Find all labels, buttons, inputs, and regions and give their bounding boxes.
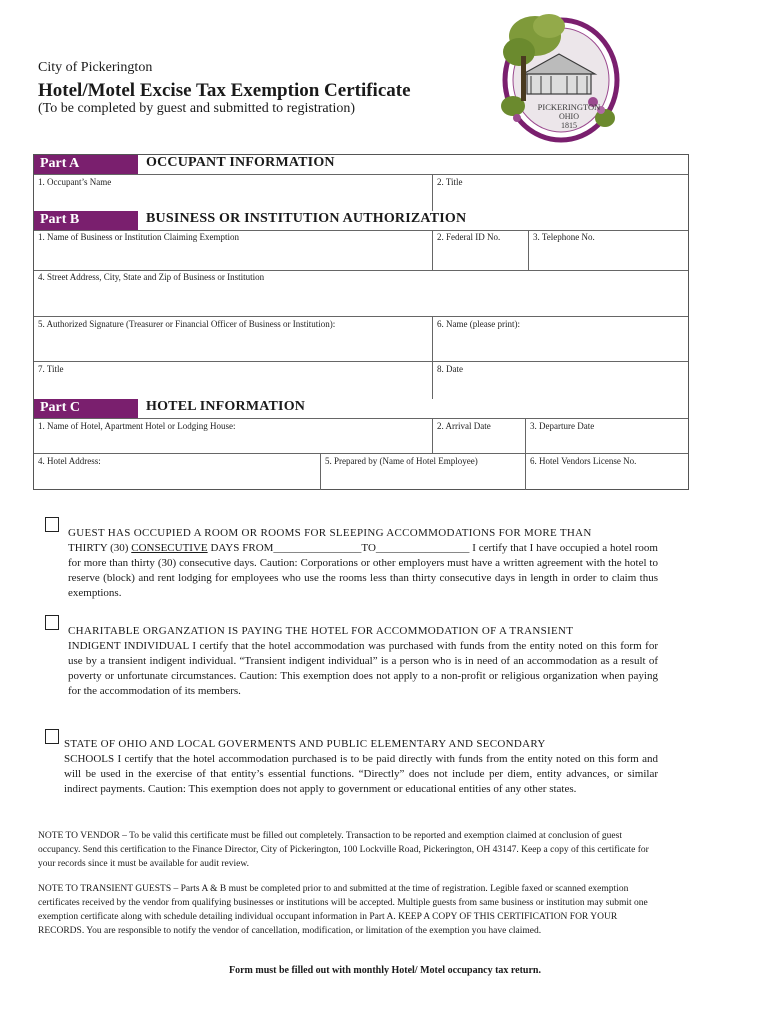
option-1-heading: GUEST HAS OCCUPIED A ROOM OR ROOMS FOR SLEEPING ACCOMMODATIONS FOR MORE THAN	[68, 527, 592, 539]
federal-id-field[interactable]: 2. Federal ID No.	[437, 232, 501, 242]
street-address-field[interactable]: 4. Street Address, City, State and Zip of Business or Institution	[38, 272, 265, 282]
footer-instruction: Form must be filled out with monthly Hotel/ Motel occupancy tax return.	[228, 965, 541, 976]
authorized-signature-field[interactable]: 5. Authorized Signature (Treasurer or Financial Officer of Business or Institution):	[38, 319, 336, 329]
business-name-field[interactable]: 1. Name of Business or Institution Claiming Exemption	[38, 232, 239, 242]
prepared-by-field[interactable]: 5. Prepared by (Name of Hotel Employee)	[325, 456, 478, 466]
occupant-title-field[interactable]: 2. Title	[437, 177, 463, 187]
option-state-govt	[64, 737, 658, 797]
page-subtitle: (To be completed by guest and submitted to registration)	[38, 101, 356, 116]
part-c-label: Part C	[34, 399, 138, 418]
option-1-consecutive: CONSECUTIVE	[131, 542, 208, 554]
print-name-field[interactable]: 6. Name (please print):	[437, 319, 520, 329]
part-c-title: HOTEL INFORMATION	[146, 399, 306, 414]
hotel-name-field[interactable]: 1. Name of Hotel, Apartment Hotel or Lodging House:	[38, 421, 236, 431]
note-to-vendor: NOTE TO VENDOR – To be valid this certificate must be filled out completely. Transaction to be reported and exemption claimed at conclusion of guest occupancy. Send this certification to the Finance Director, City of Pickerington, 100 Lockville Road, Pickerington, OH 43147. Keep a copy of this certificate for your records since it must be available for audit review.	[38, 831, 649, 869]
charitable-org-checkbox[interactable]	[45, 615, 59, 630]
part-b-label: Part B	[34, 211, 138, 230]
occupant-name-field[interactable]: 1. Occupant’s Name	[38, 177, 112, 187]
date-field[interactable]: 8. Date	[437, 364, 463, 374]
option-1-line2b: DAYS FROM________________TO_________________ I certify that I	[207, 542, 534, 554]
arrival-date-field[interactable]: 2. Arrival Date	[437, 421, 491, 431]
part-b-title: BUSINESS OR INSTITUTION AUTHORIZATION	[146, 211, 467, 226]
seal-text-city: PICKERINGTON	[537, 102, 601, 112]
form-table	[33, 154, 689, 490]
seal-text-year: 1815	[561, 121, 577, 130]
option-3-heading: STATE OF OHIO AND LOCAL GOVERMENTS AND PUBLIC ELEMENTARY AND SECONDARY	[64, 738, 546, 750]
part-a-title: OCCUPANT INFORMATION	[146, 155, 335, 170]
telephone-field[interactable]: 3. Telephone No.	[533, 232, 595, 242]
option-2-heading: CHARITABLE ORGANZATION IS PAYING THE HOTEL FOR ACCOMMODATION OF A TRANSIENT	[68, 625, 574, 637]
option-1-line2a: THIRTY (30)	[68, 542, 132, 554]
hotel-address-field[interactable]: 4. Hotel Address:	[38, 456, 101, 466]
departure-date-field[interactable]: 3. Departure Date	[530, 421, 595, 431]
option-guest-occupancy	[68, 526, 658, 601]
seal-text-state: OHIO	[559, 112, 579, 121]
part-a-label: Part A	[34, 155, 138, 174]
page-title: Hotel/Motel Excise Tax Exemption Certificate	[38, 80, 411, 101]
part-a-header	[34, 155, 688, 174]
part-c-header	[34, 399, 688, 418]
note-to-guests: NOTE TO TRANSIENT GUESTS – Parts A & B must be completed prior to and submitted at the time of registration. Legible faxed or scanned exemption certificates received by the vendor from qualifying businesses or institutions will be accepted. Multiple guests from same business or institution may submit one exemption certificate along with schedule detailing individual occupant information in Part A. KEEP A COPY OF THIS CERTIFICATION FOR YOUR RECORDS. You are responsible to notify the vendor of cancellation, modification, or limitation of the exemption you have claimed.	[38, 884, 648, 936]
option-1-body: have occupied a hotel room for more than thirty (30) consecutive days. Caution: Corporations or other employers must have a written agreement with the hotel to reserve (block) and rent lodging for employees who use the rooms less than thirty consecutive days in length in order to claim thus exemptions.	[68, 542, 658, 599]
city-seal-logo	[497, 6, 622, 146]
state-govt-checkbox[interactable]	[45, 729, 59, 744]
part-b-header	[34, 211, 688, 230]
hotel-license-field[interactable]: 6. Hotel Vendors License No.	[530, 456, 637, 466]
option-3-body: SCHOOLS I certify that the hotel accommodation purchased is to be paid directly with funds from the entity noted on this form and will be used in the exercise of that entity’s essential functions. “Directly” does not include per diem, entity advances, or similar indirect payments. Caution: This exemption does not apply to government or educational entities of any other states.	[64, 753, 658, 795]
authorizer-title-field[interactable]: 7. Title	[38, 364, 64, 374]
option-2-body: INDIGENT INDIVIDUAL I certify that the hotel accommodation was purchased with funds from the entity noted on this form for use by a transient indigent individual. “Transient indigent individual” is a person who is in need of an accommodation as a result of poverty or unfortunate circumstances. Caution: This exemption does not apply to a non-profit or religious organization when paying for the accommodation of its members.	[68, 640, 658, 697]
guest-occupancy-checkbox[interactable]	[45, 517, 59, 532]
option-charitable-org	[68, 624, 658, 699]
city-name: City of Pickerington	[38, 60, 153, 75]
